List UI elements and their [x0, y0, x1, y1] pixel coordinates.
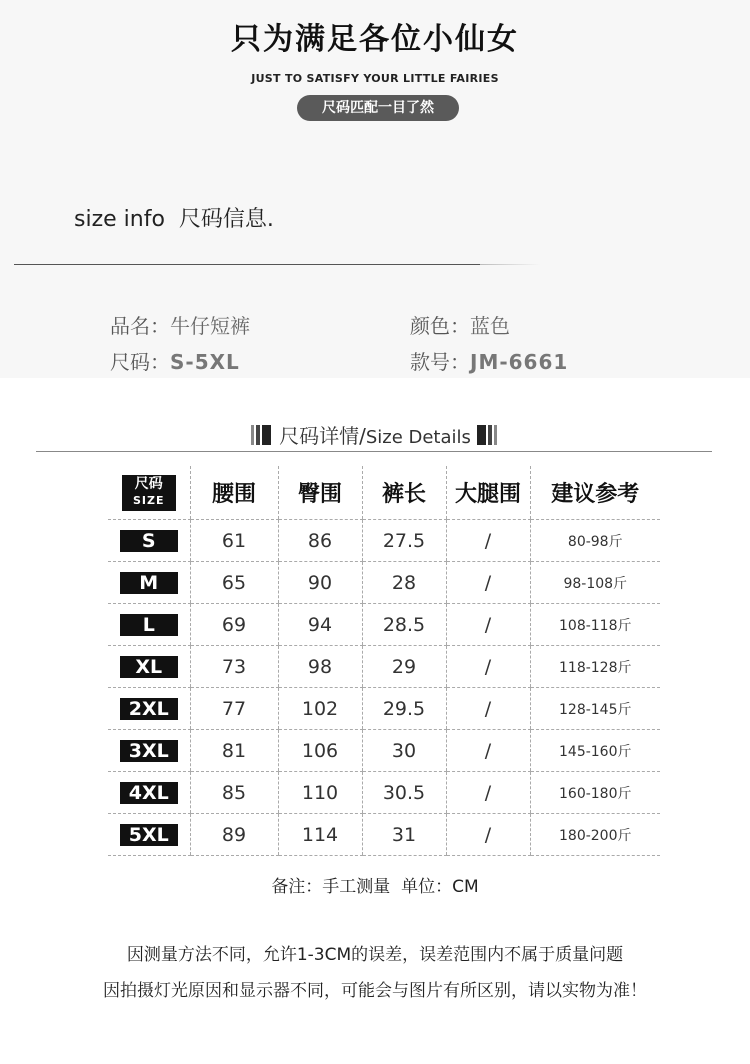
- sub-title: JUST TO SATISFY YOUR LITTLE FAIRIES: [251, 72, 499, 85]
- size-info-divider-fade: [480, 264, 540, 265]
- length-cell: 30: [362, 730, 446, 772]
- table-row: [108, 646, 660, 688]
- length-cell: 29.5: [362, 688, 446, 730]
- thigh-cell: /: [446, 520, 530, 562]
- product-style-label: 款号：: [410, 350, 470, 374]
- header-reference: 建议参考: [530, 466, 660, 520]
- size-cell: [108, 688, 190, 730]
- reference-cell: 108-118斤: [530, 604, 660, 646]
- length-cell: 28.5: [362, 604, 446, 646]
- waist-cell: 85: [190, 772, 278, 814]
- size-details-header: [0, 420, 750, 450]
- hip-cell: 86: [278, 520, 362, 562]
- size-cell: [108, 730, 190, 772]
- waist-cell: 81: [190, 730, 278, 772]
- thigh-cell: /: [446, 688, 530, 730]
- table-row: [108, 772, 660, 814]
- size-tag: L: [120, 614, 178, 636]
- product-color-label: 颜色：: [410, 314, 470, 338]
- length-cell: 30.5: [362, 772, 446, 814]
- hip-cell: 94: [278, 604, 362, 646]
- waist-cell: 77: [190, 688, 278, 730]
- waist-cell: 89: [190, 814, 278, 856]
- main-title: 只为满足各位小仙女: [231, 22, 519, 57]
- reference-cell: 128-145斤: [530, 688, 660, 730]
- size-tag: 5XL: [120, 824, 178, 846]
- table-row: [108, 520, 660, 562]
- waist-cell: 69: [190, 604, 278, 646]
- size-header-cell: [108, 466, 190, 520]
- thigh-cell: /: [446, 814, 530, 856]
- size-header-tag: 尺码 SIZE: [122, 475, 176, 511]
- product-color: [410, 310, 510, 339]
- table-row: [108, 562, 660, 604]
- waist-cell: 65: [190, 562, 278, 604]
- header-thigh: 大腿围: [446, 466, 530, 520]
- size-match-pill: 尺码匹配一目了然: [297, 95, 459, 121]
- reference-cell: 80-98斤: [530, 520, 660, 562]
- table-row: [108, 730, 660, 772]
- thigh-cell: /: [446, 772, 530, 814]
- hip-cell: 106: [278, 730, 362, 772]
- product-size-value: S-5XL: [170, 350, 240, 374]
- reference-cell: 180-200斤: [530, 814, 660, 856]
- thigh-cell: /: [446, 604, 530, 646]
- header-length: 裤长: [362, 466, 446, 520]
- table-row: [108, 688, 660, 730]
- reference-cell: 160-180斤: [530, 772, 660, 814]
- size-details-divider: [36, 451, 712, 452]
- reference-cell: 145-160斤: [530, 730, 660, 772]
- size-details-title-en: Size Details: [365, 427, 471, 448]
- size-cell: [108, 520, 190, 562]
- size-cell: [108, 562, 190, 604]
- product-style-number: [410, 346, 568, 375]
- size-cell: [108, 772, 190, 814]
- hip-cell: 90: [278, 562, 362, 604]
- size-table: [108, 466, 660, 856]
- product-color-value: 蓝色: [470, 314, 510, 338]
- table-header-row: [108, 466, 660, 520]
- hip-cell: 110: [278, 772, 362, 814]
- left-bars-icon: [251, 425, 273, 450]
- size-cell: [108, 814, 190, 856]
- size-cell: [108, 604, 190, 646]
- hip-cell: 98: [278, 646, 362, 688]
- size-tag: 4XL: [120, 782, 178, 804]
- header-waist: 腰围: [190, 466, 278, 520]
- size-info-heading: size info 尺码信息.: [74, 207, 274, 232]
- header-hip: 臀围: [278, 466, 362, 520]
- size-info-divider: [14, 264, 480, 265]
- thigh-cell: /: [446, 646, 530, 688]
- thigh-cell: /: [446, 730, 530, 772]
- disclaimer-line-1: 因测量方法不同，允许1-3CM的误差，误差范围内不属于质量问题: [126, 945, 624, 965]
- length-cell: 28: [362, 562, 446, 604]
- size-tag: M: [120, 572, 178, 594]
- product-size-range: [110, 346, 240, 375]
- product-name-label: 品名：: [110, 314, 170, 338]
- size-tag: S: [120, 530, 178, 552]
- reference-cell: 98-108斤: [530, 562, 660, 604]
- product-style-value: JM-6661: [470, 350, 569, 374]
- waist-cell: 73: [190, 646, 278, 688]
- size-cell: [108, 646, 190, 688]
- hip-cell: 102: [278, 688, 362, 730]
- size-tag: XL: [120, 656, 178, 678]
- product-name-value: 牛仔短裤: [170, 314, 250, 338]
- right-bars-icon: [477, 425, 499, 450]
- product-name: [110, 310, 250, 339]
- waist-cell: 61: [190, 520, 278, 562]
- size-details-title-cn: 尺码详情/: [279, 424, 366, 448]
- product-size-label: 尺码：: [110, 350, 170, 374]
- table-row: [108, 604, 660, 646]
- table-row: [108, 814, 660, 856]
- size-tag: 3XL: [120, 740, 178, 762]
- length-cell: 29: [362, 646, 446, 688]
- thigh-cell: /: [446, 562, 530, 604]
- length-cell: 31: [362, 814, 446, 856]
- measurement-note: 备注：手工测量 单位：CM: [271, 877, 479, 897]
- hip-cell: 114: [278, 814, 362, 856]
- reference-cell: 118-128斤: [530, 646, 660, 688]
- disclaimer-line-2: 因拍摄灯光原因和显示器不同，可能会与图片有所区别，请以实物为准！: [103, 981, 647, 1001]
- length-cell: 27.5: [362, 520, 446, 562]
- size-tag: 2XL: [120, 698, 178, 720]
